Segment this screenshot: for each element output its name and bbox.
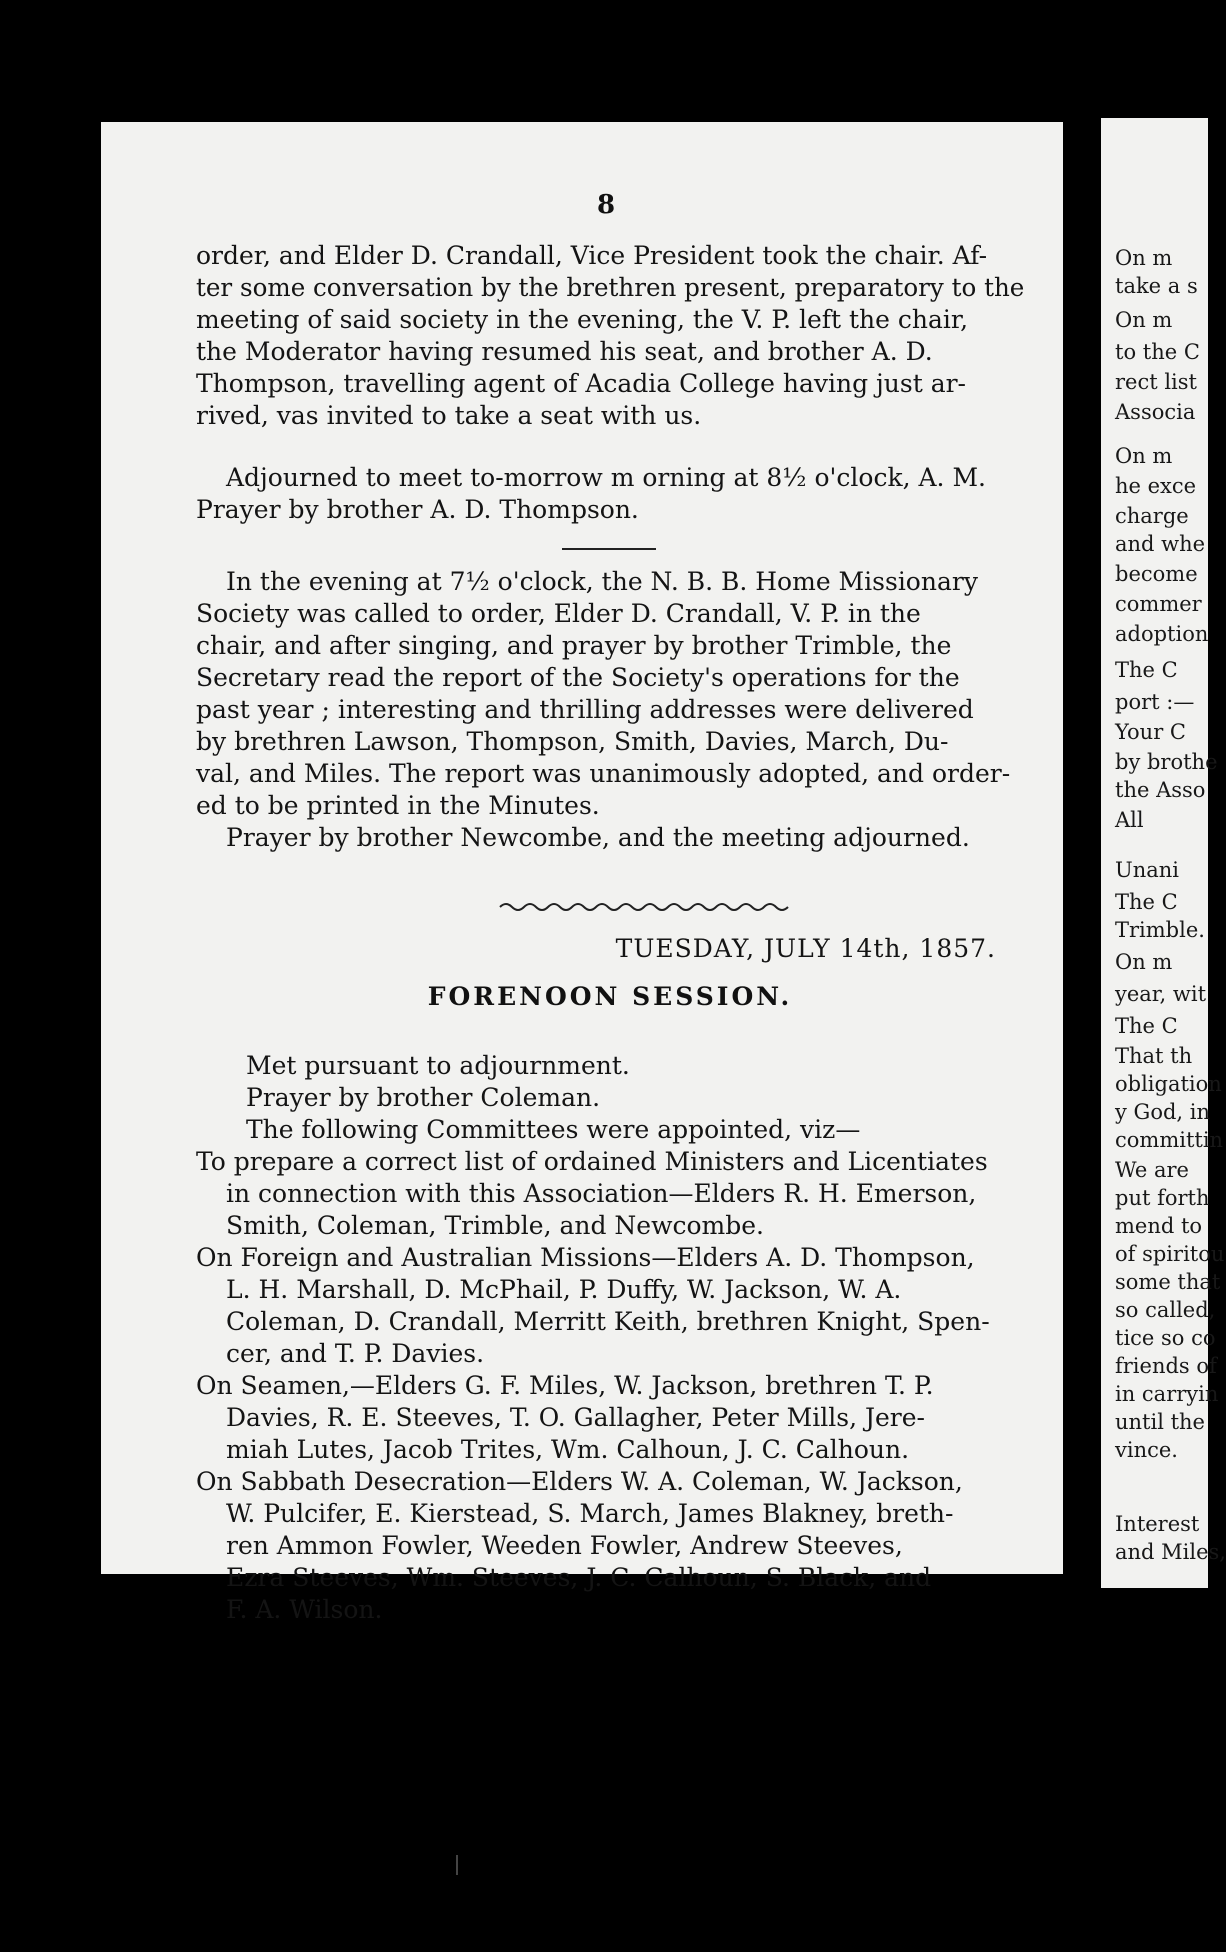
- adjacent-page: [1101, 118, 1226, 1588]
- text-line: ter some conversation by the brethren present, preparatory to the: [196, 273, 1025, 302]
- right-page-fragment: year, wit: [1115, 982, 1207, 1006]
- text-line: Secretary read the report of the Society's operations for the: [196, 663, 960, 692]
- text-line: On Sabbath Desecration—Elders W. A. Coleman, W. Jackson,: [196, 1467, 963, 1496]
- right-page-fragment: On m: [1115, 444, 1173, 468]
- right-page-fragment: he exce: [1115, 474, 1197, 498]
- committees-list: [196, 1146, 1024, 1626]
- right-page-fragment: commer: [1115, 592, 1202, 616]
- right-page-fragment: Unani: [1115, 858, 1179, 882]
- right-page-fragment: so called,: [1115, 1298, 1216, 1322]
- right-page-fragment: y God, in: [1115, 1100, 1210, 1124]
- right-page-fragment: On m: [1115, 246, 1173, 270]
- text-line: chair, and after singing, and prayer by brother Trimble, the: [196, 631, 952, 660]
- right-page-fragment: until the: [1115, 1410, 1205, 1434]
- committee-entry: [196, 1370, 1024, 1466]
- text-line: F. A. Wilson.: [226, 1595, 383, 1624]
- right-page-fragment: All: [1115, 808, 1144, 832]
- right-page-fragment: On m: [1115, 308, 1173, 332]
- right-page-fragment: rect list: [1115, 370, 1197, 394]
- right-page-fragment: committin: [1115, 1128, 1224, 1152]
- right-page-fragment: On m: [1115, 950, 1173, 974]
- session-opening: [196, 1050, 1024, 1146]
- adjournment-paragraph: [196, 462, 1024, 526]
- margin-mark: [456, 1855, 458, 1875]
- wavy-divider: [500, 900, 792, 914]
- text-line: meeting of said society in the evening, the V. P. left the chair,: [196, 305, 969, 334]
- right-page-fragment: and Miles,: [1115, 1540, 1226, 1564]
- right-page-fragment: The C: [1115, 890, 1178, 914]
- text-line: order, and Elder D. Crandall, Vice President took the chair. Af-: [196, 241, 988, 270]
- right-page-fragment: tice so co: [1115, 1326, 1216, 1350]
- text-line: Smith, Coleman, Trimble, and Newcombe.: [226, 1211, 764, 1240]
- text-line: On Foreign and Australian Missions—Elders A. D. Thompson,: [196, 1243, 975, 1272]
- right-page-fragment: take a s: [1115, 274, 1198, 298]
- text-line: Adjourned to meet to-morrow m orning at 8½ o'clock, A. M.: [226, 463, 986, 492]
- text-line: Coleman, D. Crandall, Merritt Keith, brethren Knight, Spen-: [226, 1307, 990, 1336]
- right-page-fragment: by brothe: [1115, 750, 1218, 774]
- text-line: ed to be printed in the Minutes.: [196, 791, 600, 820]
- text-line: In the evening at 7½ o'clock, the N. B. B. Home Missionary: [226, 567, 978, 596]
- committee-entry: [196, 1146, 1024, 1242]
- right-page-fragment: in carryin: [1115, 1382, 1219, 1406]
- paragraph-continuation: [196, 240, 1024, 432]
- page-number: 8: [596, 190, 616, 220]
- committee-entry: [196, 1242, 1024, 1370]
- right-page-fragment: put forth: [1115, 1186, 1210, 1210]
- text-line: L. H. Marshall, D. McPhail, P. Duffy, W. Jackson, W. A.: [226, 1275, 902, 1304]
- right-page-fragment: port :—: [1115, 690, 1195, 714]
- right-page-fragment: Your C: [1115, 720, 1186, 744]
- right-page-fragment: some that: [1115, 1270, 1221, 1294]
- text-line: The following Committees were appointed, viz—: [246, 1115, 861, 1144]
- right-page-fragment: obligation: [1115, 1072, 1222, 1096]
- text-line: W. Pulcifer, E. Kierstead, S. March, James Blakney, breth-: [226, 1499, 954, 1528]
- right-page-fragment: The C: [1115, 1014, 1178, 1038]
- session-heading: FORENOON SESSION.: [427, 982, 793, 1011]
- session-date: TUESDAY, JULY 14th, 1857.: [615, 934, 996, 963]
- right-page-fragment: That th: [1115, 1044, 1193, 1068]
- section-divider: [562, 548, 656, 550]
- right-page-fragment: Trimble.: [1115, 918, 1205, 942]
- committee-entry: [196, 1466, 1024, 1626]
- right-page-fragment: of spiritou: [1115, 1242, 1225, 1266]
- text-line: Ezra Steeves, Wm. Steeves, J. C. Calhoun, S. Black, and: [226, 1563, 932, 1592]
- text-line: cer, and T. P. Davies.: [226, 1339, 485, 1368]
- right-page-fragment: We are: [1115, 1158, 1189, 1182]
- text-line: in connection with this Association—Elders R. H. Emerson,: [226, 1179, 977, 1208]
- right-page-fragment: The C: [1115, 658, 1178, 682]
- text-line: On Seamen,—Elders G. F. Miles, W. Jackson, brethren T. P.: [196, 1371, 934, 1400]
- text-line: by brethren Lawson, Thompson, Smith, Davies, March, Du-: [196, 727, 949, 756]
- text-line: val, and Miles. The report was unanimously adopted, and order-: [196, 759, 1011, 788]
- text-line: past year ; interesting and thrilling addresses were delivered: [196, 695, 974, 724]
- text-line: ren Ammon Fowler, Weeden Fowler, Andrew Steeves,: [226, 1531, 903, 1560]
- right-page-fragment: adoption: [1115, 622, 1209, 646]
- text-line: Davies, R. E. Steeves, T. O. Gallagher, Peter Mills, Jere-: [226, 1403, 925, 1432]
- right-page-fragment: Interest: [1115, 1512, 1200, 1536]
- text-line: Met pursuant to adjournment.: [246, 1051, 630, 1080]
- right-page-fragment: to the C: [1115, 340, 1200, 364]
- right-page-fragment: friends of: [1115, 1354, 1217, 1378]
- evening-meeting-paragraph: [196, 566, 1024, 854]
- text-line: Prayer by brother Newcombe, and the meeting adjourned.: [226, 823, 970, 852]
- text-line: To prepare a correct list of ordained Ministers and Licentiates: [196, 1147, 988, 1176]
- text-line: the Moderator having resumed his seat, and brother A. D.: [196, 337, 933, 366]
- right-page-fragment: charge: [1115, 504, 1189, 528]
- right-page-fragment: mend to: [1115, 1214, 1203, 1238]
- right-page-fragment: the Asso: [1115, 778, 1206, 802]
- right-page-fragment: become: [1115, 562, 1198, 586]
- right-page-fragment: and whe: [1115, 532, 1206, 556]
- right-page-fragment: Associa: [1115, 400, 1196, 424]
- text-line: Prayer by brother Coleman.: [246, 1083, 601, 1112]
- text-line: miah Lutes, Jacob Trites, Wm. Calhoun, J. C. Calhoun.: [226, 1435, 910, 1464]
- text-line: Thompson, travelling agent of Acadia College having just ar-: [196, 369, 966, 398]
- text-line: Prayer by brother A. D. Thompson.: [196, 495, 639, 524]
- text-line: Society was called to order, Elder D. Crandall, V. P. in the: [196, 599, 921, 628]
- right-page-fragment: vince.: [1115, 1438, 1178, 1462]
- text-line: rived, vas invited to take a seat with us.: [196, 401, 702, 430]
